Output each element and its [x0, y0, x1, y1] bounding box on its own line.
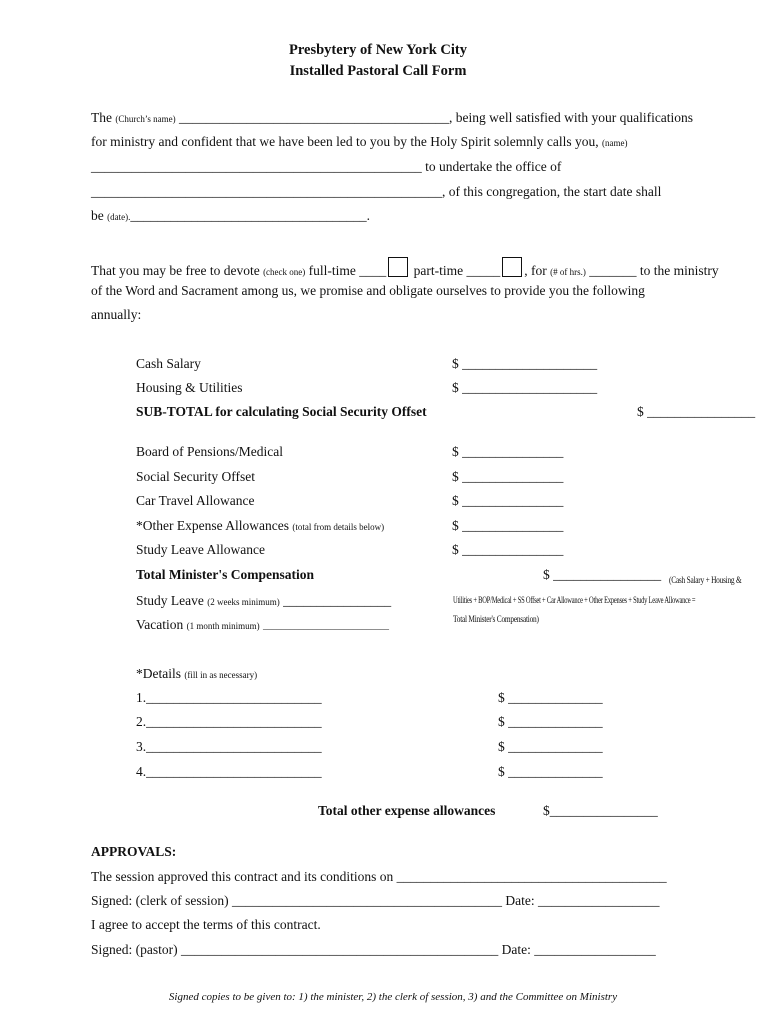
agree-line: I agree to accept the terms of this contract.	[91, 917, 321, 932]
cash-salary-field[interactable]: $ ____________________	[452, 356, 598, 371]
detail-item-label[interactable]: 3.__________________________	[136, 739, 322, 754]
vacation-field[interactable]: ____________________________	[262, 621, 389, 631]
fulltime-label: full-time	[308, 263, 356, 278]
pensions-field[interactable]: $ _______________	[452, 444, 564, 459]
study-leave-hint: (2 weeks minimum)	[207, 597, 280, 607]
housing-field[interactable]: $ ____________________	[452, 380, 598, 395]
detail-item-label[interactable]: 4.__________________________	[136, 764, 322, 779]
total-other-expense-field[interactable]: $________________	[543, 803, 658, 818]
devote-line-2: of the Word and Sacrament among us, we promise and obligate ourselves to provide you the following	[91, 283, 645, 298]
pensions-label: Board of Pensions/Medical	[136, 444, 283, 459]
hours-hint: (# of hrs.)	[550, 267, 586, 277]
subtotal-label: SUB-TOTAL for calculating Social Security Offset	[136, 404, 427, 419]
detail-item-amount[interactable]: $ ______________	[498, 714, 603, 729]
name-hint: (name)	[602, 138, 628, 148]
form-subtitle: Installed Pastoral Call Form	[289, 63, 467, 79]
church-name-hint: (Church’s name)	[115, 114, 176, 124]
total-compensation-note-3: Total Minister's Compensation)	[453, 614, 539, 624]
intro-line-2: for ministry and confident that we have been led to you by the Holy Spirit solemnly calls you, (name)	[91, 134, 628, 149]
form-title: Presbytery of New York City	[289, 42, 467, 58]
devote-line-1: That you may be free to devote (check one) full-time ____ part-time _____ , for (# of hrs.) _______ to the ministry	[91, 257, 719, 279]
cash-salary-label: Cash Salary	[136, 356, 201, 371]
total-compensation-note-2: Utilities + BOP/Medical + SS Offset + Car Allowance + Other Expenses + Study Leave Allowance =	[453, 595, 696, 605]
car-travel-field[interactable]: $ _______________	[452, 493, 564, 508]
detail-item-label[interactable]: 1.__________________________	[136, 690, 322, 705]
ss-offset-field[interactable]: $ _______________	[452, 469, 564, 484]
study-leave-line: Study Leave (2 weeks minimum) ________________	[136, 593, 392, 608]
start-date-field[interactable]: ___________________________________	[130, 208, 367, 223]
detail-item-amount[interactable]: $ ______________	[498, 764, 603, 779]
detail-item-amount[interactable]: $ ______________	[498, 690, 603, 705]
other-expense-label: *Other Expense Allowances (total from details below)	[136, 518, 385, 533]
details-hint: (fill in as necessary)	[184, 670, 258, 680]
clerk-signature-line[interactable]: Signed: (clerk of session) ________________________________________ Date: __________________	[91, 893, 660, 908]
vacation-hint: (1 month minimum)	[186, 621, 260, 631]
approvals-heading: APPROVALS:	[91, 844, 177, 859]
study-leave-allowance-field[interactable]: $ _______________	[452, 542, 564, 557]
devote-line-3: annually:	[91, 307, 142, 322]
office-field[interactable]: ____________________________________________________	[91, 184, 442, 199]
ss-offset-label: Social Security Offset	[136, 469, 255, 484]
date-hint: (date).	[107, 212, 131, 222]
subtotal-field[interactable]: $ ________________	[637, 404, 756, 419]
study-leave-allowance-label: Study Leave Allowance	[136, 542, 265, 557]
other-expense-hint: (total from details below)	[292, 522, 385, 532]
hours-field[interactable]: _______	[589, 263, 637, 278]
parttime-field: _____	[466, 263, 501, 278]
study-leave-field[interactable]: ________________	[283, 593, 392, 608]
detail-item-label[interactable]: 2.__________________________	[136, 714, 322, 729]
church-name-field[interactable]: ________________________________________	[178, 110, 449, 125]
minister-name-field[interactable]: _________________________________________________	[91, 159, 422, 174]
total-compensation-label: Total Minister's Compensation	[136, 567, 315, 582]
fulltime-checkbox[interactable]	[388, 257, 408, 277]
footer-note: Signed copies to be given to: 1) the minister, 2) the clerk of session, 3) and the Committee on Ministry	[168, 991, 618, 1003]
vacation-line: Vacation (1 month minimum) ____________________________	[136, 617, 389, 632]
parttime-label: part-time	[413, 263, 464, 278]
detail-item-amount[interactable]: $ ______________	[498, 739, 603, 754]
intro-line-5: be (date).___________________________________.	[91, 208, 370, 223]
other-expense-field[interactable]: $ _______________	[452, 518, 564, 533]
session-approval-line[interactable]: The session approved this contract and its conditions on ________________________________________	[91, 869, 667, 884]
intro-line-1: The (Church’s name) ________________________________________, being well satisfied with your qualifications	[91, 110, 694, 125]
car-travel-label: Car Travel Allowance	[136, 493, 255, 508]
housing-label: Housing & Utilities	[136, 380, 243, 395]
total-other-expense-label: Total other expense allowances	[318, 803, 496, 818]
details-label: *Details (fill in as necessary)	[136, 666, 258, 681]
total-compensation-note-1: (Cash Salary + Housing &	[669, 575, 742, 585]
check-one-hint: (check one)	[263, 267, 306, 277]
intro-line-3: _________________________________________________ to undertake the office of	[91, 159, 562, 174]
parttime-checkbox[interactable]	[502, 257, 522, 277]
intro-line-4: ____________________________________________________, of this congregation, the start date shall	[91, 184, 662, 199]
fulltime-field: ____	[359, 263, 387, 278]
total-compensation-field[interactable]: $ ________________	[543, 567, 662, 582]
pastor-signature-line[interactable]: Signed: (pastor) _______________________________________________ Date: __________________	[91, 942, 656, 957]
